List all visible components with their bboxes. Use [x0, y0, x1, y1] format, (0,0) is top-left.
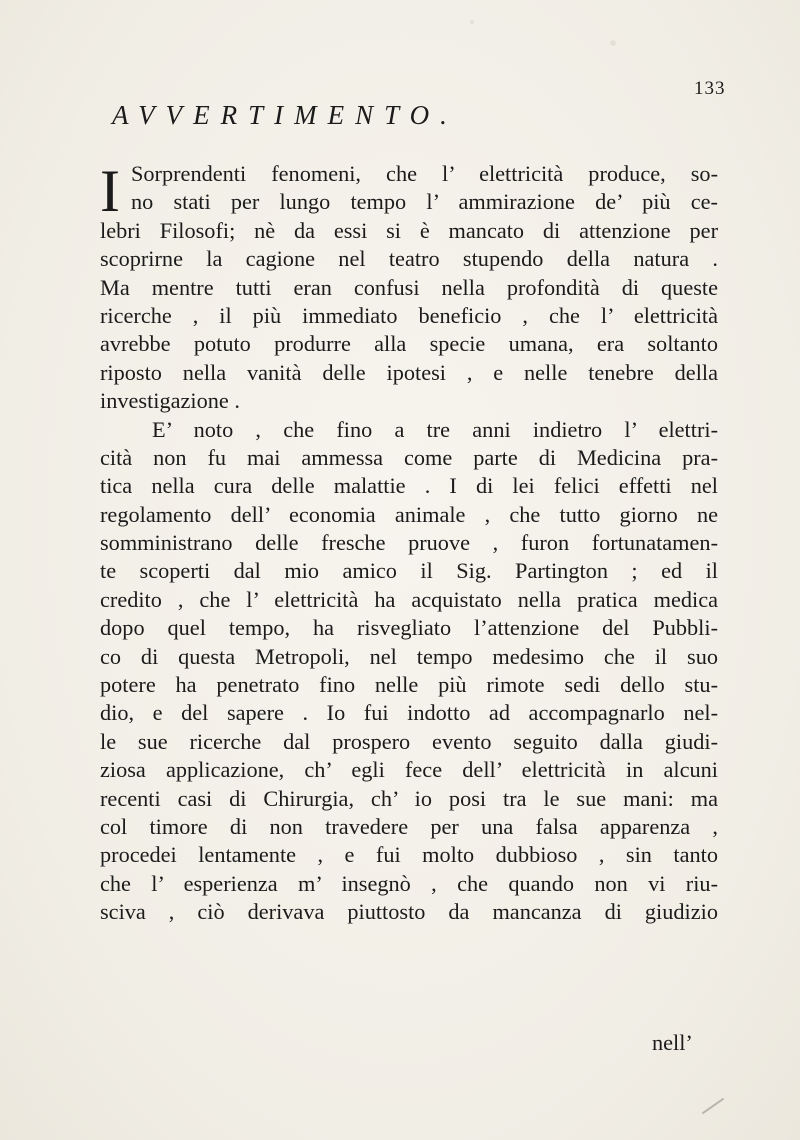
text-line: investigazione . — [100, 388, 240, 414]
text-line: cità non fu mai ammessa come parte di Medicina pra- — [100, 444, 718, 470]
section-heading: AVVERTIMENTO. — [112, 100, 458, 130]
text-line: Ma mentre tutti eran confusi nella profondità di queste — [100, 274, 718, 300]
catchword: nell’ — [652, 1030, 693, 1055]
text-line: scoprirne la cagione nel teatro stupendo della natura . — [100, 246, 718, 272]
text-line: E’ noto , che fino a tre anni indietro l’ elettri- — [152, 416, 718, 442]
text-line: col timore di non travedere per una falsa apparenza , — [100, 813, 718, 839]
paragraph-1 — [100, 160, 718, 416]
text-line: ziosa applicazione, ch’ egli fece dell’ elettricità in alcuni — [100, 757, 718, 783]
text-line: Sorprendenti fenomeni, che l’ elettricità produce, so- — [131, 161, 718, 186]
paragraph-2 — [100, 416, 718, 927]
text-line: no stati per lungo tempo l’ ammirazione de’ più ce- — [131, 189, 718, 215]
text-line: co di questa Metropoli, nel tempo medesimo che il suo — [100, 643, 718, 669]
drop-cap: I — [100, 158, 120, 224]
text-line: procedei lentamente , e fui molto dubbioso , sin tanto — [100, 842, 718, 868]
pencil-mark — [702, 1098, 724, 1115]
text-line: recenti casi di Chirurgia, ch’ io posi tra le sue mani: ma — [100, 785, 718, 811]
text-line: dopo quel tempo, ha risvegliato l’attenzione del Pubbli- — [100, 615, 718, 641]
text-line: avrebbe potuto produrre alla specie umana, era soltanto — [100, 331, 718, 357]
text-line: te scoperti dal mio amico il Sig. Partington ; ed il — [100, 558, 718, 584]
foxing-spot — [610, 40, 616, 46]
text-line: somministrano delle fresche pruove , furon fortunatamen- — [100, 530, 718, 556]
page-number: 133 — [694, 78, 726, 99]
text-line: ricerche , il più immediato beneficio , che l’ elettricità — [100, 302, 718, 328]
text-line: tica nella cura delle malattie . I di lei felici effetti nel — [100, 473, 718, 499]
text-line: dio, e del sapere . Io fui indotto ad accompagnarlo nel- — [100, 700, 718, 726]
foxing-spot — [470, 20, 474, 24]
text-line: lebri Filosofi; nè da essi si è mancato di attenzione per — [100, 217, 718, 243]
text-line: sciva , ciò derivava piuttosto da mancanza di giudizio — [100, 899, 718, 925]
body-text — [100, 160, 718, 927]
text-line: regolamento dell’ economia animale , che tutto giorno ne — [100, 501, 718, 527]
text-line: che l’ esperienza m’ insegnò , che quando non vi riu- — [100, 870, 718, 896]
text-line: potere ha penetrato fino nelle più rimote sedi dello stu- — [100, 672, 718, 698]
text-line: riposto nella vanità delle ipotesi , e nelle tenebre della — [100, 359, 718, 385]
text-line: le sue ricerche dal prospero evento seguito dalla giudi- — [100, 728, 718, 754]
text-line: credito , che l’ elettricità ha acquistato nella pratica medica — [100, 586, 718, 612]
